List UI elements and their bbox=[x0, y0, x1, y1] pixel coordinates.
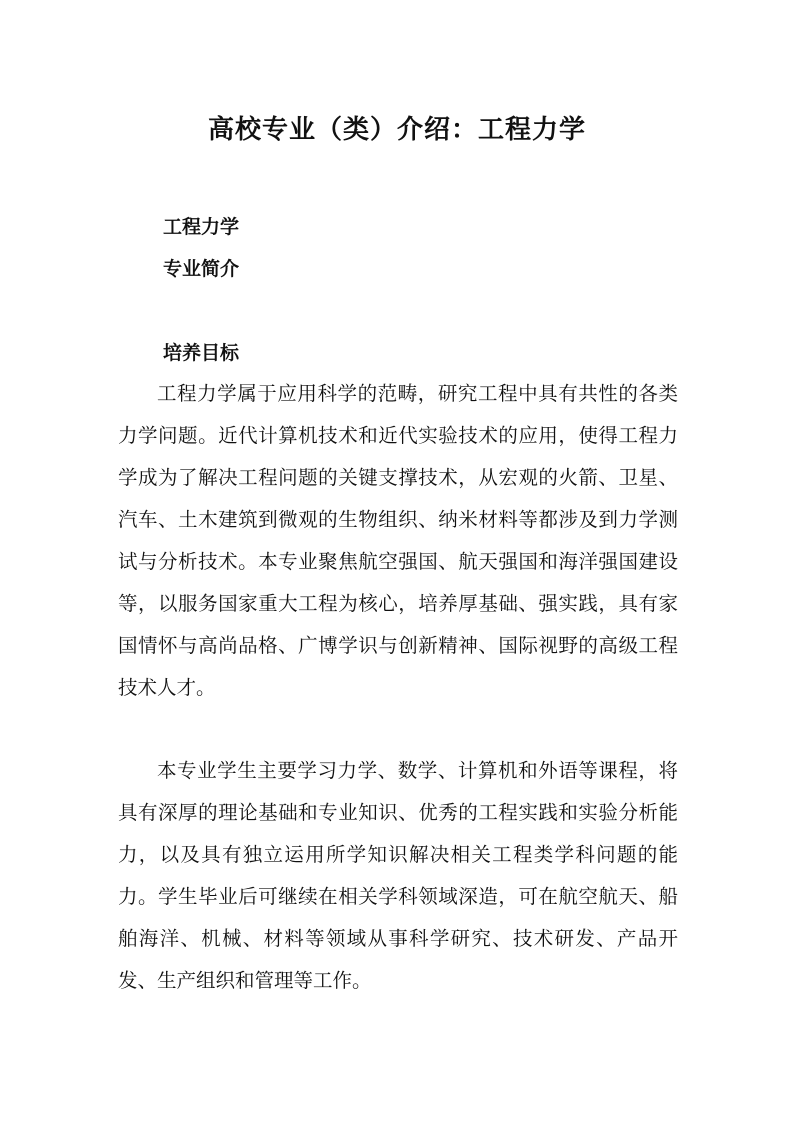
body-paragraph: 本专业学生主要学习力学、数学、计算机和外语等课程，将具有深厚的理论基础和专业知识、优秀的工程实践和实验分析能力，以及具有独立运用所学知识解决相关工程类学科问题的能力。学生毕业后可继续在相关学科领域深造，可在航空航天、船舶海洋、机械、材料等领域从事科学研究、技术研发、产品开发、生产组织和管理等工作。 bbox=[118, 759, 678, 992]
major-intro-heading: 专业简介 bbox=[163, 258, 240, 280]
page-title: 高校专业（类）介绍：工程力学 bbox=[207, 115, 586, 145]
major-name-heading: 工程力学 bbox=[163, 216, 240, 238]
training-goal-heading: 培养目标 bbox=[163, 342, 240, 364]
body-paragraph: 工程力学属于应用科学的范畴，研究工程中具有共性的各类力学问题。近代计算机技术和近代实验技术的应用，使得工程力学成为了解决工程问题的关键支撑技术，从宏观的火箭、卫星、汽车、土木建筑到微观的生物组织、纳米材料等都涉及到力学测试与分析技术。本专业聚焦航空强国、航天强国和海洋强国建设等，以服务国家重大工程为核心，培养厚基础、强实践，具有家国情怀与高尚品格、广博学识与创新精神、国际视野的高级工程技术人才。 bbox=[118, 382, 678, 699]
